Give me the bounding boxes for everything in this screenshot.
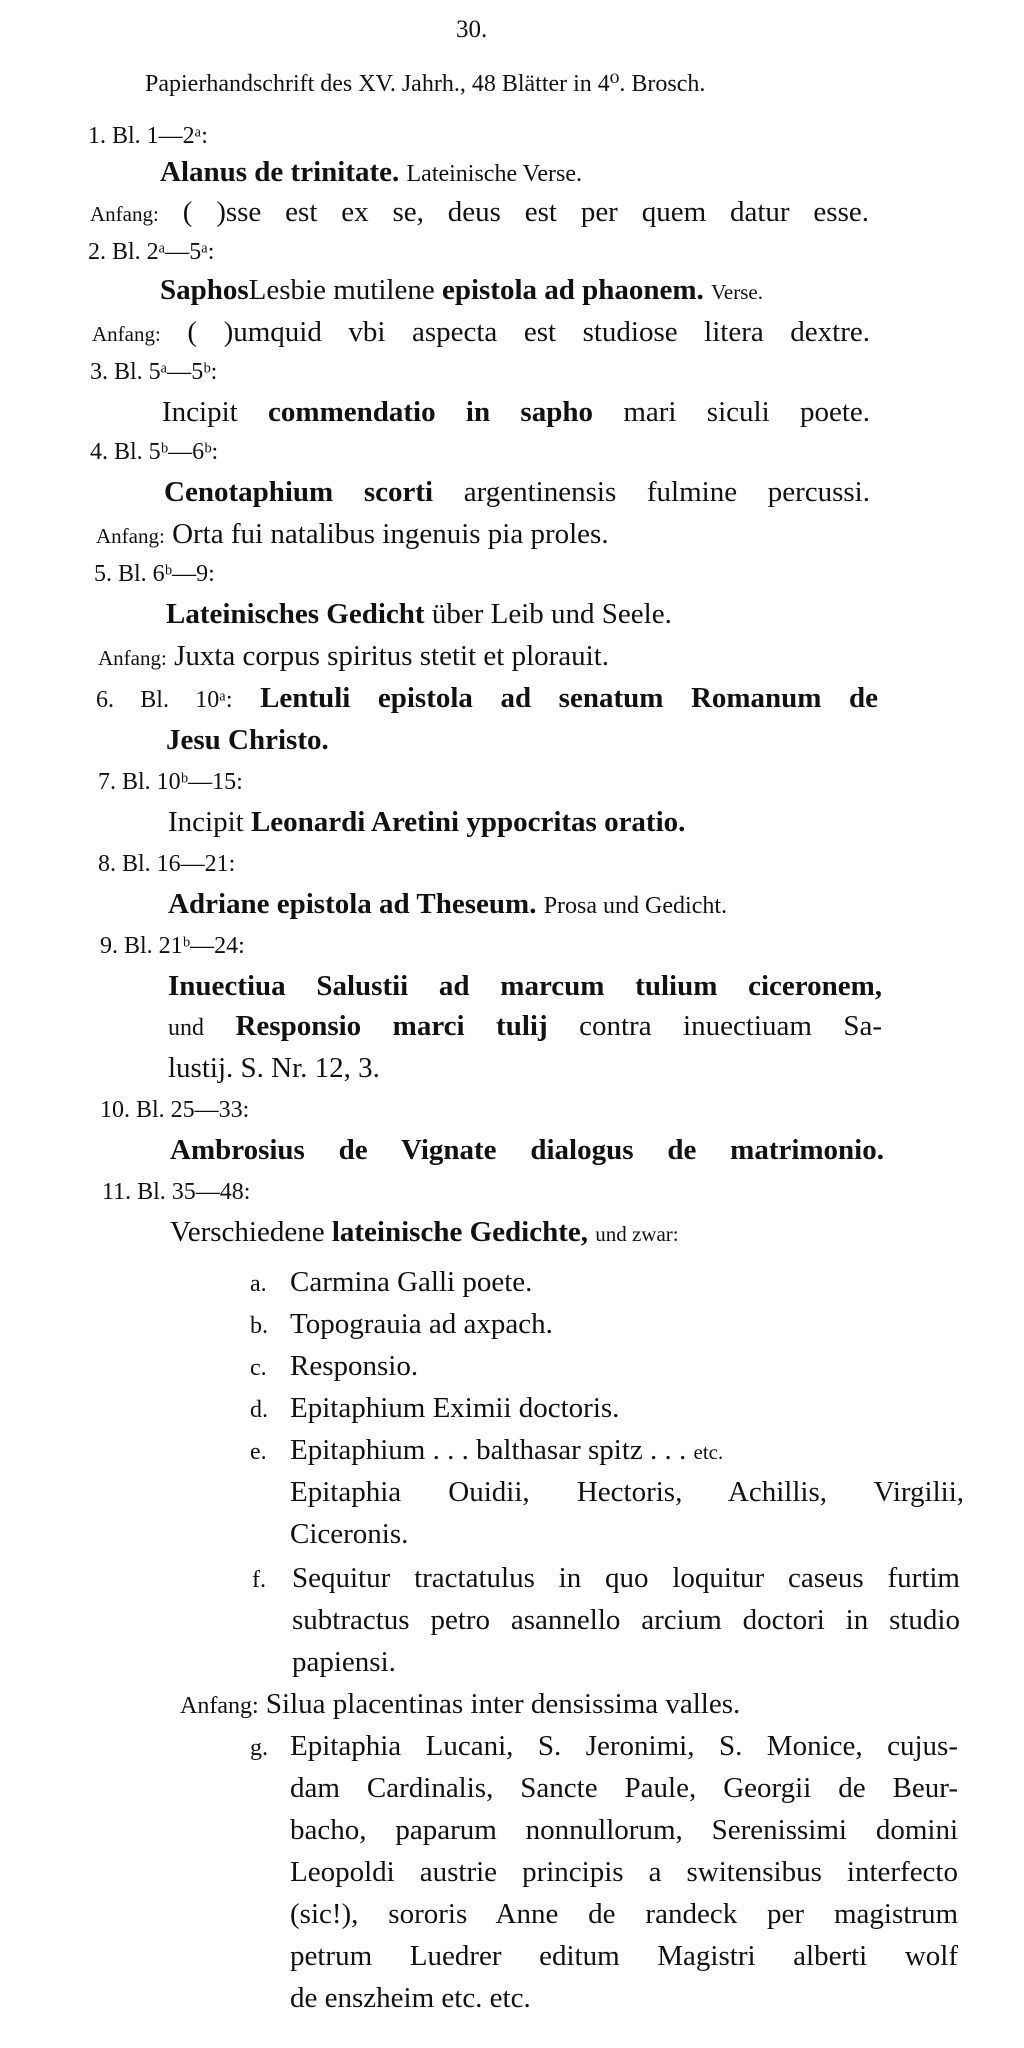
manuscript-header: Papierhandschrift des XV. Jahrh., 48 Blätter in 4⁰. Brosch.: [145, 71, 706, 97]
entry-4-incipit: Anfang: Orta fui natalibus ingenuis pia proles.: [96, 518, 609, 550]
entry-11-title: Verschiedene lateinische Gedichte, und zwar:: [170, 1216, 679, 1248]
entry-5-title: Lateinisches Gedicht über Leib und Seele.: [166, 598, 672, 630]
sub-e-label: e.: [250, 1439, 267, 1465]
entry-1-title: Alanus de trinitate. Lateinische Verse.: [160, 156, 582, 188]
sub-f-text-1: Sequitur tractatulus in quo loquitur caseus furtim: [292, 1562, 960, 1594]
entry-6-title: 6. Bl. 10ᵃ: Lentuli epistola ad senatum Romanum de: [96, 682, 879, 714]
entry-9-title-cont: und Responsio marci tulij contra inuectiuam Sa-: [168, 1010, 883, 1042]
sub-f-label: f.: [252, 1567, 266, 1593]
entry-4-folio: 4. Bl. 5ᵇ—6ᵇ:: [90, 439, 219, 465]
sub-a-text: Carmina Galli poete.: [290, 1266, 533, 1298]
sub-d-text: Epitaphium Eximii doctoris.: [290, 1392, 620, 1424]
sub-c-text: Responsio.: [290, 1350, 419, 1382]
entry-1-incipit: Anfang: ( )sse est ex se, deus est per quem datur esse.: [90, 196, 869, 228]
page-number: 30.: [456, 16, 488, 43]
sub-g-text-2: dam Cardinalis, Sancte Paule, Georgii de Beur-: [290, 1772, 958, 1804]
entry-9-folio: 9. Bl. 21ᵇ—24:: [100, 933, 245, 959]
sub-g-label: g.: [250, 1735, 268, 1761]
entry-8-title: Adriane epistola ad Theseum. Prosa und Gedicht.: [168, 888, 728, 920]
entry-3-title: Incipit commendatio in sapho mari siculi poete.: [162, 396, 871, 428]
entry-8-folio: 8. Bl. 16—21:: [98, 851, 236, 877]
sub-f-text-2: subtractus petro asannello arcium doctori in studio: [292, 1604, 960, 1636]
entry-5-folio: 5. Bl. 6ᵇ—9:: [94, 561, 215, 587]
sub-d-label: d.: [250, 1397, 268, 1423]
entry-7-title: Incipit Leonardi Aretini yppocritas oratio.: [168, 806, 686, 838]
entry-10-folio: 10. Bl. 25—33:: [100, 1097, 250, 1123]
sub-a-label: a.: [250, 1271, 267, 1297]
entry-3-folio: 3. Bl. 5ᵃ—5ᵇ:: [90, 359, 218, 385]
sub-g-text-7: de enszheim etc. etc.: [290, 1982, 531, 2014]
entry-11-folio: 11. Bl. 35—48:: [102, 1179, 251, 1205]
sub-f-text-3: papiensi.: [292, 1646, 396, 1678]
sub-g-text-5: (sic!), sororis Anne de randeck per magistrum: [290, 1898, 958, 1930]
sub-g-text-4: Leopoldi austrie principis a switensibus interfecto: [290, 1856, 958, 1888]
sub-e-text-3: Ciceronis.: [290, 1518, 409, 1550]
entry-9-title: Inuectiua Salustii ad marcum tulium ciceronem,: [168, 970, 882, 1002]
entry-9-reference: lustij. S. Nr. 12, 3.: [168, 1052, 380, 1084]
sub-g-text-6: petrum Luedrer editum Magistri alberti wolf: [290, 1940, 958, 1972]
entry-7-folio: 7. Bl. 10ᵇ—15:: [98, 769, 243, 795]
sub-e-text-2: Epitaphia Ouidii, Hectoris, Achillis, Virgilii,: [290, 1476, 964, 1508]
entry-2-title: SaphosLesbie mutilene epistola ad phaonem. Verse.: [160, 274, 763, 306]
entry-2-incipit: Anfang: ( )umquid vbi aspecta est studiose litera dextre.: [92, 316, 871, 348]
sub-g-text-1: Epitaphia Lucani, S. Jeronimi, S. Monice, cujus-: [290, 1730, 958, 1762]
sub-g-text-3: bacho, paparum nonnullorum, Serenissimi domini: [290, 1814, 958, 1846]
entry-6-title-cont: Jesu Christo.: [166, 724, 329, 756]
sub-c-label: c.: [250, 1355, 267, 1381]
entry-10-title: Ambrosius de Vignate dialogus de matrimonio.: [170, 1134, 884, 1166]
sub-b-text: Topograuia ad axpach.: [290, 1308, 553, 1340]
sub-f-incipit: Anfang: Silua placentinas inter densissima valles.: [180, 1688, 741, 1720]
entry-2-folio: 2. Bl. 2ᵃ—5ᵃ:: [88, 239, 215, 265]
entry-5-incipit: Anfang: Juxta corpus spiritus stetit et plorauit.: [98, 640, 610, 672]
sub-b-label: b.: [250, 1313, 268, 1339]
entry-4-title: Cenotaphium scorti argentinensis fulmine percussi.: [164, 476, 870, 508]
entry-1-folio: 1. Bl. 1—2ᵃ:: [88, 123, 208, 149]
sub-e-text-1: Epitaphium . . . balthasar spitz . . . etc.: [290, 1434, 724, 1466]
